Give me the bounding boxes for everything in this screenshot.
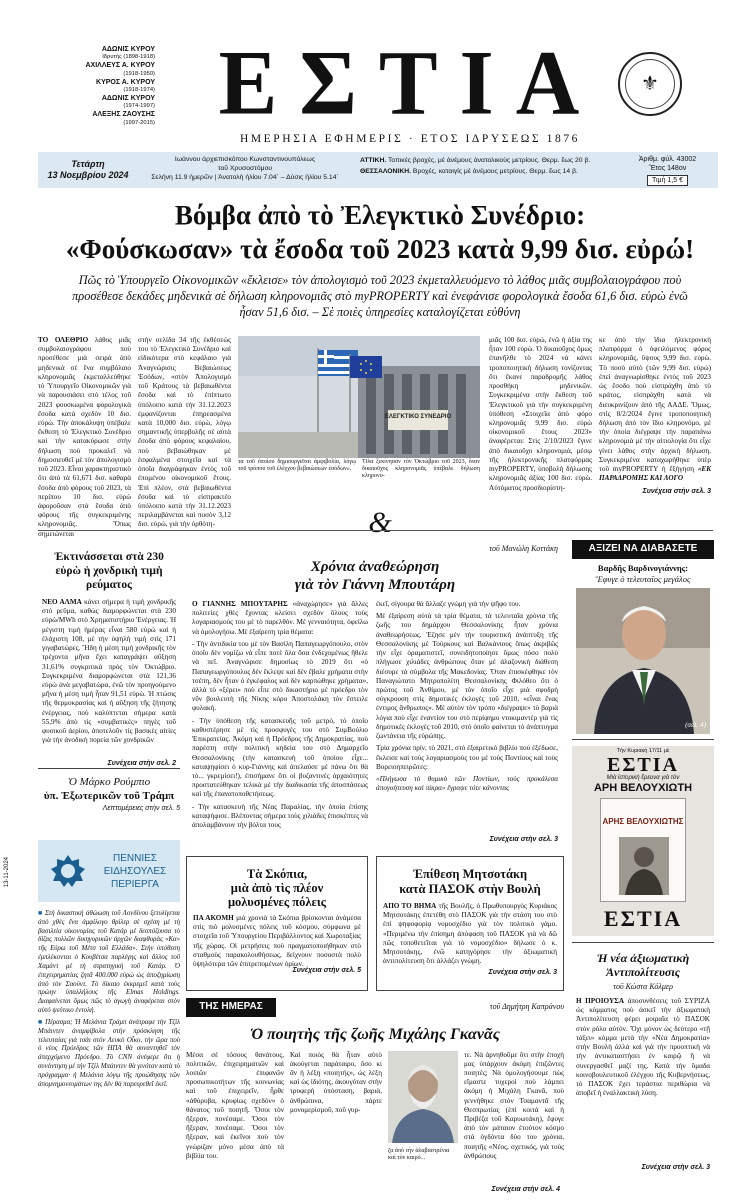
story-text: μιὰ χρονιὰ τὰ Σκόπια βρίσκονται ἀνάμεσα στὶς πιὸ μολυσμένες πόλεις τοῦ κόσμου, σύμφωνα μὲ στοιχεῖα τοῦ Ὑπουργείου Περιβάλλοντος καὶ Χωροταξίας τῆς χώρας. Οἱ μετρήσεις ποὺ πραγματοποιήθηκαν στὸ σταθμοὺς παρακολουθήσεως, δείχνουν ποσοστὰ πολὺ ὑψηλότερα τῶν ἐπιτρεπομένων ὁρίων. — [193, 914, 361, 969]
worth-reading-box — [572, 540, 714, 740]
seal-icon: ⚜ — [618, 52, 682, 116]
story-text: ἐκεῖ, σίγουρα θὰ ἄλλαζε γνώμη γιὰ τὴν ψῆφο του. — [376, 600, 521, 608]
today-col4 — [464, 1051, 564, 1186]
story-text: στὴν σελίδα 34 τῆς ἐκθέσεώς του τὸ Ἐλεγκτικὸ Συνέδριο καὶ εἰδικότερα στὸ κεφάλαιο γιὰ Ἀναγνώρισις Βεβαιώσεως Ἐσόδων, «στὸν Ἀπολογισμὸ τοῦ Κράτους τὰ βεβαιωθέντα ἔσοδα καὶ τὸ ἐπίπτωτο ὑπόλοιπο κατὰ τὴν 31.12.2023 ἐμφανίζονται ἐπηρεασμένα κατὰ 10,000 δισ. εὐρὼ, λόγῳ σημαντικῆς ὑπερβολῆς σὲ αὐτὰ ἔσοδα ἀπὸ φόρους κεφαλαίου, ποὺ βεβαιώθηκαν μὲ ἐσφαλμένα στοιχεῖα καὶ τὰ ὁποῖα διαγράφηκαν ἐντὸς τοῦ ἐπομένου οἰκονομικοῦ ἔτους. Ἐπὶ πλέον, στὰ βεβαιωθέντα ἔσοδα καὶ τὸ εἰσπρακτέο ὑπόλοιπο κατὰ τὴν 31.12.2023 περιλαμβάνεται καὶ ποσὸν 3,12 δισ. εὐρὼ, γιὰ τὴν ὀρθότη- — [138, 336, 231, 529]
caption-text: Ὅλα ξεκίνησαν τὸν Ὀκτώβριο τοῦ 2023, ὅταν δικαιοῦχος κληρονομιᾶς ὑπέβαλε δήλωση κληρονο- — [362, 459, 480, 480]
energy-body — [38, 598, 180, 758]
founder-years: (1918-1974) — [123, 87, 155, 94]
title-line: Χρόνια ἀναθεώρηση — [310, 559, 440, 575]
founders-list — [40, 46, 155, 128]
pennies-banner-text — [92, 852, 178, 891]
weather-text: Τοπικές βροχές, μὲ ἀνέμους ἀνατολικοὺς μετρίους. Θερμ. ἕως 20 β. — [388, 157, 591, 164]
founder-name: ΑΧΙΛΛΕΥΣ Α. ΚΥΡΟΥ — [85, 62, 155, 70]
rubio-continue-link[interactable]: Λεπτομέρειες στὴν σελ. 5 — [102, 805, 180, 812]
opposition-body — [572, 992, 714, 1162]
weather-place: ΘΕΣΣΑΛΟΝΙΚΗ. — [360, 167, 412, 175]
page-ref: (σελ. 4) — [685, 721, 706, 730]
rubio-title-1[interactable]: Ὁ Μάρκο Ρούμπιο — [67, 776, 151, 788]
skopje-body — [187, 909, 367, 969]
title-line: Ἡ νέα ἀξιωματικὴ — [596, 951, 690, 965]
founder-years: Ιδρυτής (1898-1918) — [102, 54, 155, 61]
title-line: Τὰ Σκόπια, — [246, 867, 308, 881]
banner-line: ΠΕΡΙΕΡΓΑ — [111, 879, 159, 890]
story-text: «ΕΚ ΠΑΡΑΔΡΟΜΗΣ ΚΑΙ ΛΟΓΟ — [599, 465, 712, 483]
sheet-number: Ἀριθμ. φύλ. 43002 — [638, 156, 697, 163]
photo-sign-text: ΕΛΕΓΚΤΙΚΟ ΣΥΝΕΔΡΙΟ — [384, 414, 452, 420]
promo-tag: Τὴν Κυριακή 17/11 μὲ — [616, 748, 670, 754]
boutaris-continue-link[interactable]: Συνέχεια στὴν σελ. 3 — [489, 836, 558, 843]
today-author: τοῦ Δημήτρη Καπράνου — [489, 1002, 564, 1012]
today-title[interactable]: Ὁ ποιητὴς τῆς ζωῆς Μιχάλης Γκανᾶς — [250, 1025, 500, 1043]
opposition-article — [572, 942, 714, 1194]
info-bar — [38, 152, 718, 188]
issue-day: Τετάρτη — [71, 158, 105, 169]
founder-years: (1997-2015) — [123, 119, 155, 126]
boutaris-col1 — [192, 600, 368, 834]
story-text: τε. Νὰ ἀρνηθοῦμε ὅτι στὴν ἐποχὴ μας ὑπάρχουν ἀκόμη ἐπιζῶντες ποιητές; Νὰ ὁμολογήσουμε πὼς εἴμαστε τυχεροὶ ποὺ λάμπει ἀκόμη ἡ Μιχάλη Γκανᾶ, ποὺ γεννήθηκε στὸν Τσαμαντᾶ τῆς Θεσπρωτίας (ἑπὶ κοιτὰ καὶ ἡ Πριβέζα τοῦ Καρυωτάκη), ἔφυγε ἀπὸ τὸν μάταιον ἐτούτον κόσμο στὰ ὀγδόντα δύο του χρόνια, ποιητῆς «Νέος, σχετικός, γιὰ τοὺς ἀνθρώπους — [464, 1050, 564, 1160]
stamp-icon — [50, 854, 86, 888]
mitsotakis-article — [376, 856, 564, 991]
title-line: κατὰ ΠΑΣΟΚ στὴν Βουλὴ — [399, 882, 541, 896]
title-line: μιὰ ἀπὸ τὶς πλέον — [230, 881, 324, 895]
story-text: «Πλήγωσα τὸ θυμικὸ τῶν Ποντίων, τοὺς προκάλεσα ἀπογοήτευση καὶ πίκρα» ἔγραψε τότε κάνοντας — [376, 774, 558, 793]
dropcap-lead: ΠΑ ΑΚΟΜΗ — [193, 914, 234, 922]
title-line: γιὰ τὸν Γιάννη Μπουτάρη — [294, 577, 456, 593]
opposition-author: τοῦ Κώστα Κόλμερ — [613, 982, 673, 991]
mitsotakis-continue-link[interactable]: Συνέχεια στὴν σελ. 3 — [488, 969, 557, 976]
promo-name: ΑΡΗ ΒΕΛΟΥΧΙΩΤΗ — [593, 782, 693, 795]
founder-name: ΑΔΩΝΙΣ ΚΥΡΟΥ — [101, 95, 155, 103]
headline-line: Βόμβα ἀπὸ τὸ Ἐλεγκτικὸ Συνέδριο: — [174, 200, 586, 230]
dropcap-lead: ΑΠΟ ΤΟ ΒΗΜΑ — [383, 902, 437, 910]
promo-bottom-logo: ΕΣΤΙΑ — [603, 906, 683, 931]
side-date: 13-11-2024 — [4, 857, 10, 888]
promo-logo: ΕΣΤΙΑ — [607, 753, 679, 776]
story-text: ἀποσυνθέσεις τοῦ ΣΥΡΙΖΑ ὡς κόμματος ποὺ ἀσκεῖ τὴν ἀξιωματικὴ Ἀντιπολίτευση φέρει μοιραῖα τὸ ΠΑΣΟΚ στὸν ρόλο αὐτόν. Ὅχι μόνον ὡς δεύτερο «τῇ τάξει» κόμμα μετὰ τὴν «Νέα Δημοκρατία» στὴν Βουλὴ ἀλλὰ καὶ γιὰ τὴν προοπτικὴ νὰ τὴν ἀντικαταστήσει ἐν καιρῷ ἢ νὰ συνεργασθεῖ μαζί της. Κατὰ τὴν ὅμαδα κοινοβουλευτικοῦ ἐλέγχου τῆς Κυβερνήσεως, τὸ ΠΑΣΟΚ ἔχει τεράστια περιθώρια νὰ ἀποβεῖ ἡ ἐναλλακτικὴ λύση. — [576, 997, 710, 1098]
year-number: Ἔτος 148ον — [648, 165, 687, 173]
story-text: Μέσα σὲ τόσους θανάτους, πολιτικῶν, ἐπιχειρηματιῶν καὶ λοιπῶν ἐπιφανῶν προσωπικοτήτων τῆς κοινωνίας καὶ τοῦ ἐπιχειρεῖν, ἦρθε «ἀθόρυβα, κρυφίως σχεδόν» ὁ θάνατος τοῦ ποιητῆ. Ὅσοι τὸν ἤξεραν, πονέσαμε. Ὅσοι τὸν ἤξεραν, πονέσαμε. Ὅσοι τὸν ἤξεραν, καὶ ἐκεῖνοι ποὺ τὸν γνώριζαν μόνο μέσα ἀπὸ τὰ βιβλία του. — [186, 1050, 284, 1160]
story-text: κάνει σήμερα ἡ τιμὴ χονδρικῆς στὸ ρεῦμα, καθὼς διαμορφώνεται στὰ 230 εὐρὼ/MWh στὸ Χρηματιστήριο Ἐνέργειας. Ἡ μέγιστη τιμὴ ἡμέρας εἶναι 580 εὐρὼ καὶ ἡ ἐλάχιστη 108, μὲ τὴν ὑψηλὴ τιμὴ στὶς 171 γιγαβατώρες. Ἤδη ἡ μέση τιμὴ χονδρικῆς τὸν τρέχοντα μῆνα ἔχει καταγράψει αὔξηση 31,61% συγκριτικὰ πρὸς τὸν Ὀκτώβριο. Συγκεκριμένα διαμορφώνεται στὰ 121,36 εὐρὼ ἀνὰ μεγαβατώρα, ἐνῶ τὸν προηγούμενο μῆνα ἡ μέση τιμὴ ἦταν 91,51 εὐρὼ. Ἡ πτώσις τῆς θερμοκρασίας καὶ ἡ αὔξηση τῆς ζήτησης ἐνέργειας, ποὺ καλύπτεται σήμερα κατὰ 55,9% ἀπὸ τὶς «συμβατικές» πηγὲς τοῦ φυσικοῦ ἀερίου, ἀποτελοῦν τὶς βασικὲς αἰτίες γιὰ τὴν ἀνοδικὴ πορεία τῶν χονδρικῶν — [42, 598, 177, 745]
issue-number — [620, 155, 715, 186]
today-col2 — [290, 1051, 382, 1186]
main-headline[interactable] — [30, 198, 730, 266]
rubio-article — [38, 776, 180, 814]
skopje-continue-link[interactable]: Συνέχεια στὴν σελ. 5 — [292, 967, 361, 974]
energy-continue-link[interactable]: Συνέχεια στὴν σελ. 2 — [107, 760, 176, 767]
promo-line: Μιὰ ἱστορικὴ ἔρευνα γιὰ τὸν — [606, 774, 680, 781]
quote-name: Βαρδῆς Βαρδινογιάννης: — [597, 562, 689, 573]
boutaris-columns — [186, 594, 564, 834]
book-cover — [600, 798, 686, 902]
issue-date-text: 13 Νοεμβρίου 2024 — [47, 170, 129, 180]
main-story-col4 — [599, 336, 711, 488]
pennies-column: ■ Στὴ δικαστικὴ ἀθώωση τοῦ Λονδίνου ξετυλίγεται ἀπὸ χθὲς ἕνα ἀμφίλογο θρίλερ σὲ σχέση μὲ τὴ βασιλεία οἰκονομίας τοῦ Κατάρ μὲ δεσπόζουσα τὸ δίζας πολλῶν δικηγορικῶν ἀρχῶν διαφθοράς «Κα» τῆς Εὐρω τοῦ Μέτσ τοῦ Ελλάδα». Στὴν ὑπόθεση ἐμπλέκονται ὁ Κουβέτσα παρλέγης καὶ ἄλλος τοῦ Χαμάντ μὲ τὴ στρατηγικὴ τοῦ Κατάρ. Ὁ ἐπιχειρηματίας ζητᾶ 400.000 εὐρὼ ὡς ἀποζημίωση ἀπὸ τὸν Σαούντ. Τὸ δίκαιο ἐκκρεμεῖ κατὰ τοὺς πρώην ὑπαλλήλους τῆς Elmas Holdings. Διαφαίνεται ὅμως πῶς τὸ ἀγωγὴ ἀναφέρεται στὸν αὐτὸ ψεύτικο ἐντολὴ. ■ Πέρασμα; Ἡ Μελάνια Τράμπ ἀνάτραφε τὴν Τζίλ Μπάιντεν ἀναμφίβολα στὴν πρόσκληση τῆς τελευταίας γιὰ τσάι στὸν Λευκὸ Οἶκο, τὴν ὥρα ποὺ ὁ νέος Πρόεδρος τῶν ΗΠΑ θὰ συναντηθεῖ τὸν ἀπερχόμενο Πρόεδρο. Τὸ CNN ἀνέφερε ὅτι ἡ συνάντηση μὲ τὴν Τζίλ Μπάιντεν θὰ γινόταν κατὰ τὸ πρόγραμμα· ἡ Μελάνια λόγῳ τῆς προώθησης τῶν ἀπομνημονευμάτων της δὲν θὰ παρευρεθεῖ ἐκεῖ. — [38, 910, 181, 1088]
boutaris-author: τοῦ Μανώλη Κοττάκη — [489, 544, 558, 553]
calendar-line: Σελήνη 11.9 ἡμερῶν | Ἀνατολὴ ἡλίου 7.04΄ – Δύσις ἡλίου 5.14΄ — [151, 174, 339, 182]
mitsotakis-title[interactable] — [377, 867, 563, 897]
main-continue-link[interactable]: Συνέχεια στὴν σελ. 3 — [642, 488, 711, 495]
today-col1 — [186, 1051, 284, 1186]
title-line: μολυσμένες πόλεις — [227, 895, 327, 909]
poet-portrait — [388, 1051, 458, 1143]
worth-quote[interactable] — [572, 563, 714, 585]
dropcap-lead: Η ΠΡΟΙΟΥΣΑ — [576, 997, 625, 1005]
price-tag: Τιμὴ 1,5 € — [647, 175, 688, 186]
quote-text: Ἔφυγε ὁ τελευταῖος μεγάλος — [595, 573, 691, 584]
boutaris-article — [186, 540, 564, 847]
masthead-subtitle: ΗΜΕΡΗΣΙΑ ΕΦΗΜΕΡΙΣ · ΕΤΟΣ ΙΔΡΥΣΕΩΣ 1876 — [239, 133, 581, 145]
story-text: Μὲ ἐξαίρεση αὐτὰ τὰ τρία θέματα, τὰ τελευταῖα χρόνια τῆς ζωῆς του δημάρχου Θεσσαλονίκης ἦταν χρόνια ἀναθεωρήσεως. Ἐζησε μὲν τὴν τουριστικὴ ἀνάπτυξη τῆς Θεσσαλονίκης μὲ Τούρκους καὶ Βαλκάνιους ὅπως ἀκριβῶς τὴν εἶχε ὁραματιστεῖ, συνειδητοποίησε ὅμως πόσο πολὺ πλήγωσε χιλιάδες ἀνθρώπους ὅταν μὲ ἀλαζονικὴ διάθεση διέσυρε τὰ σύμβολα τῆς Μακεδονίας. Ὅταν ἐπισκέφθηκε τὸν Παναγιώτατο Μητροπολίτη Θεσσαλονίκης Φιλόθεο ὅτι ὁ πρώτος τοῦ Ἀνθίμου, μὲ τὸν ὁποῖο εἶχε μιὰ σφοδρὴ σύγκρουση στὶς δημοτικὲς ἐκλογὲς τοῦ 2010, «εἶναι ἕνας ἐντιμος ἄνθρωπος». Μὲ αὐτὸν τὸν τρόπο «διέγραψε» τὸ βαριὰ λόγια ποὺ εἶχε ἐναντίον του στὸ περίφημο ντοκιμαντὲρ γιὰ τὶς δημοτικὲς ἐκλογὲς τοῦ 2010, στὸ ὁποῖο φαίνεται τὸ ἀνάπτυγμα ζωντάνεια τῆς εὐρώπης. — [376, 612, 558, 741]
boutaris-col2 — [376, 600, 558, 834]
today-continue-link[interactable]: Συνέχεια στὴν σελ. 4 — [491, 1185, 560, 1193]
founder-name: ΑΛΕΞΗΣ ΖΑΟΥΣΗΣ — [92, 111, 155, 119]
dropcap-lead: Ο ΓΙΑΝΝΗΣ ΜΠΟΥΤΑΡΗΣ — [192, 600, 288, 608]
story-text: μιᾶς 100 δισ. εὐρὼ, ἐνῶ ἡ ἀξία της ἦταν 100 εὐρὼ. Ὁ δικαιοῦχος ὅμως ἐπανῆλθε τὸ 2024 νὰ κάνει τροποποιητικὴ δήλωση τονίζοντας ὅτι ἔκανε παραδρομῆς λάθος προσθήκη μηδενικῶν. Συγκεκριμένα στὴν ἔκθεση τοῦ Ἐλεγκτικοῦ γιὰ τὴν συγκεκριμένη ὑπόθεση «Στοιχεῖα ἀπὸ φόρο κληρονομιᾶς 9,99 δισ. εὐρὼ οἰκονομικοῦ ἔτους 2023» ἀναφέρεται: Στὶς 2/10/2023 ἔγινε ἀπὸ δικαιοῦχο κληρονομιὰ, μέσῳ τῆς ἠλεκτρονικῆς πλατφόρμας myPROPERTY, ὑποβολὴ δήλωσης κληρονομιᾶς ἀξίας 100 δισ. εὐρὼ. Αὐτόματος προσδιορίστη- — [489, 336, 592, 492]
book-portrait-icon — [619, 837, 669, 895]
today-article — [186, 998, 564, 1194]
masthead-logo: ΕΣΤΙΑ — [218, 32, 602, 135]
photo-caption — [238, 459, 480, 481]
book-promo[interactable] — [572, 746, 714, 936]
headline-line: «Φούσκωσαν» τὰ ἔσοδα τοῦ 2023 κατὰ 9,99 δισ. εὐρώ! — [65, 234, 695, 264]
mitsotakis-body — [377, 897, 563, 967]
rubio-title-2[interactable]: ὑπ. Ἐξωτερικῶν τοῦ Τράμπ — [43, 790, 175, 802]
founder-years: (1974-1997) — [123, 103, 155, 110]
founder-name: ΑΔΩΝΙΣ ΚΥΡΟΥ — [101, 46, 155, 53]
story-text: - Τὴν ἀντιδικία του μὲ τὸν Βασίλη Παπαγεωργόπουλο, στὸν ὁποῖο δὲν νομίζω νὰ εἶπε ποτὲ ὅλα ὅσα ἐνδεχομένως ἤθελε νὰ πεῖ. Ἀναγνώρισε δημοσίως τὸ 2019 ὅτι «ὁ Παπαγεωργόπουλος δὲν ἔκλεψε καὶ δὲν ἔβαλε χρήματα στὴν τσέπη, δὲν ἦταν ὁ ἐγκέφαλος καὶ δὲν καρπώθηκε χρήματα», ἀλλὰ τὸ «ξέρει» ποὺ εἶπε στὸ δικαστήριο μὲ πρόεδρο τὸν νῦν βουλευτὴ τῆς Νίκης κόρο Ἀποστολάκη τὸν ἔστειλε φυλακή. — [192, 639, 368, 713]
founder-years: (1918-1950) — [123, 70, 155, 77]
story-text: Καὶ ποιὸς θὰ ἦταν αὐτὸ ἀκούγεται παράταιρο, ὅσο κι ἂν ἡ λέξη «ποιητής», ὡς λέξη καὶ ὡς ἰδιότης, ἀκουγόταν στὴν τρυφερὴ ὑπόσταση, βαριὰ, ἀνθρώπινα, πάρτε μονομερίσμοῦ, ποῦ γυρ- — [290, 1050, 382, 1114]
worth-reading-label: ΑΞΙΖΕΙ ΝΑ ΔΙΑΒΑΣΕΤΕ — [572, 540, 714, 559]
pennies-banner — [38, 840, 180, 902]
boutaris-title[interactable] — [186, 558, 564, 594]
story-text: λάθος μιᾶς συμβολαιογράφου ποὺ προσέθεσε μιὰ σειρὰ ἀπὸ μηδενικὰ σὲ ἕνα συμβόλαιο κληρονομιᾶς ἐκμεταλλεύθηκε τὸ Ὑπουργεῖο Οἰκονομικῶν γιὰ νὰ παρουσιάσει στὸ τέλος τοῦ 2023 φουσκωμένα φορολογικὰ ἔσοδα κατὰ σχεδὸν 10 δισ. εὐρώ. Τὴν ἀποκάλυψη ὑπέβαλε ἔκθεση τὸ Ἐλεγκτικὸ Συνέδριο καὶ τὴν κατακύρωσε στὴν δήλωση ποὺ προκαλεῖ νὰ δημοσιευθεῖ μὲ τὸν ἀπολογισμὸ τοῦ 2023. Εἶναι χαρακτηριστικὸ ὅτι ἀπὸ τὰ 61,671 δισ. καθαρὰ ἔσοδα ἀπὸ φόρους τοῦ 2023, τὰ περίπου 10 δισ. εὐρὼ ἀφοροῦσαν στὰ ἔσοδα ἀπὸ φόρους τῆς συγκεκριμένης κληρονομιᾶς. Ὅπως σημειώνεται — [38, 336, 131, 538]
dropcap-lead: ΤΟ ΟΛΕΘΡΙΟ — [38, 336, 89, 344]
today-photo-col — [388, 1051, 458, 1186]
main-story-col3 — [489, 336, 592, 496]
skopje-title[interactable] — [187, 867, 367, 909]
story-text: - Τὴν ὑπόθεση τῆς κατασκευῆς τοῦ μετρό, τὸ ὁποῖο καθυστέρησε μὲ τὶς προσφυγὲς του στὸ ΣυμΒούλιο Ἐπικρατείας. Ἀκόμη καὶ ἡ Πρόεδρος τῆς Δημοκρατίας, ποὺ παρέστη στὴν πολιτικὴ κηδεία του στὸ Δημαρχεῖο Θεσσαλονίκης (τὴν κατασκευὴ τοῦ ὁποίου εἶχε... καταψηφίσει ὁ κυρ-Γιάννης καὶ ἀπελαύσε μὲ πάνω ὅτι θὰ τὸ... γκρεμίσει!), ἐπισήμανε ὅτι οἱ βυζαντινὲς ἀρχαιότητες προστατεύθηκαν τελικὰ μὲ τὴν διαδικασία τῆς ἀποσπάσεως καὶ τῆς ἐπανατοποθετήσεως. — [192, 716, 368, 799]
calendar-line: Ιωάννου άρχιεπισκόπου Κωνσταντινουπόλεως — [174, 156, 316, 163]
title-line: Ἐπίθεση Μητσοτάκη — [412, 867, 528, 881]
calendar-line: τοῦ Χρυσοστόμου — [217, 165, 273, 173]
main-story-col2 — [138, 336, 231, 529]
main-lead: Πῶς τὸ Ὑπουργεῖο Οἰκονομικῶν «ἔκλεισε» τὸν ἀπολογισμὸ τοῦ 2023 ἐκμεταλλευόμενο τὸ λάθος μιᾶς συμβολαιογράφου ποὺ προσέθεσε δεκάδες μηδενικὰ σὲ δήλωση κληρονομιᾶς στὸ myPROPERTY καὶ ἐνεφάνισε φορολογικὰ ἔσοδα 61,6 δισ. εὐρὼ ἐνῶ ἦσαν 51,6 δισ. – Σὲ ποιὲς ὑπηρεσίες καταλογίζεται εὐθύνη — [72, 273, 688, 319]
weather-info — [360, 156, 610, 177]
today-columns — [186, 1051, 564, 1186]
opposition-title[interactable] — [572, 951, 714, 979]
title-line: Ἀντιπολίτευσις — [605, 965, 681, 979]
banner-line: ΕΙΔΗΣΟΥΛΕΣ — [103, 866, 167, 877]
today-label: ΤΗΣ ΗΜΕΡΑΣ — [186, 998, 276, 1017]
banner-line: ΠΕΝΝΙΕΣ — [113, 853, 157, 864]
ampersand-divider: & — [368, 506, 392, 539]
caption-text: ζα ἀπὸ τὴν ἀλαβαστρένια καὶ τὸν καιρό... — [388, 1147, 450, 1162]
book-title: ΑΡΗΣ ΒΕΛΟΥΧΙΩΤΗΣ — [602, 817, 684, 826]
court-photo — [238, 336, 480, 458]
main-story-col1 — [38, 336, 131, 538]
energy-article — [38, 544, 180, 769]
penny-item: Πέρασμα; Ἡ Μελάνια Τράμπ ἀνάτραφε τὴν Τζίλ Μπάιντεν ἀναμφίβολα στὴν πρόσκληση τῆς τελευταίας γιὰ τσάι στὸν Λευκὸ Οἶκο, τὴν ὥρα ποὺ ὁ νέος Πρόεδρος τῶν ΗΠΑ θὰ συναντηθεῖ τὸν ἀπερχόμενο Πρόεδρο. Τὸ CNN ἀνέφερε ὅτι ἡ συνάντηση μὲ τὴν Τζίλ Μπάιντεν θὰ γινόταν κατὰ τὸ πρόγραμμα· ἡ Μελάνια λόγῳ τῆς προώθησης τῶν ἀπομνημονευμάτων της δὲν θὰ παρευρεθεῖ ἐκεῖ. — [38, 1018, 181, 1088]
penny-item: Στὴ δικαστικὴ ἀθώωση τοῦ Λονδίνου ξετυλίγεται ἀπὸ χθὲς ἕνα ἀμφίλογο θρίλερ σὲ σχέση μὲ τὴ βασιλεία οἰκονομίας τοῦ Κατάρ μὲ δεσπόζουσα τὸ δίζας πολλῶν δικηγορικῶν ἀρχῶν διαφθοράς «Κα» τῆς Εὐρω τοῦ Μέτσ τοῦ Ελλάδα». Στὴν ὑπόθεση ἐμπλέκονται ὁ Κουβέτσα παρλέγης καὶ ἄλλος τοῦ Χαμάντ μὲ τὴ στρατηγικὴ τοῦ Κατάρ. Ὁ ἐπιχειρηματίας ζητᾶ 400.000 εὐρὼ ὡς ἀποζημίωση ἀπὸ τὸν Σαούντ. Τὸ δίκαιο ἐκκρεμεῖ κατὰ τοὺς πρώην ὑπαλλήλους τῆς Elmas Holdings. Διαφαίνεται ὅμως πῶς τὸ ἀγωγὴ ἀναφέρεται στὸν αὐτὸ ψεύτικο ἐντολὴ. — [38, 910, 180, 1015]
opposition-continue-link[interactable]: Συνέχεια στὴν σελ. 3 — [641, 1164, 710, 1171]
dropcap-lead: ΝΕΟ ΑΛΜΑ — [42, 598, 82, 606]
portrait-image — [576, 588, 710, 734]
issue-date — [38, 152, 138, 188]
divider — [38, 530, 713, 531]
masthead — [170, 32, 650, 146]
story-text: Τρία χρόνια πρίν, τὸ 2021, στὸ ἐξαιρετικὸ βιβλίο ποὺ ἐξέδωσε, ἔκλεισε καὶ τοὺς λογαριασμούς του μὲ τοὺς Ποντίους καὶ τοὺς Βορειοηπειρῶτες: — [376, 744, 558, 771]
calendar-info — [140, 155, 350, 183]
story-text: κε ἀπὸ τὴν ἴδια ἠλεκτρονικὴ πλατφόρμα ὁ ὀφειλόμενος φόρος κληρονομιᾶς, ὕψους 9,99 δισ. εὐρὼ. Τὸ ποσὸ αὐτὸ (τῶν 9,99 δισ. εὐρὼ) ἐπεὶ ἀναγνωρίσθηκε ἐντὸς τοῦ 2023 ὡς ἔσοδο ποὺ εἰσπράχθη ἀπὸ τὸ κράτος, εἰσπράχθη κατὰ νὰ διευκρινίζουν ἀπὸ τῆς ΑΑΔΕ. Ὅμως, στὶς 8/2/2024 ἔγινε τροποποιητικὴ δήλωση ἀπὸ τὸν ἴδιο κληρονόμο, μὲ τὴν ὁποία διέγραψε τὴν παραπάνω κληρονομιὰ μὲ τὴν αἰτιολογία ὅτι εἶχε γίνει λάθος στὴν ἀρχικὴ δήλωση. Συγκεκριμένα καταχωρήθηκε ὑπὲρ τοῦ myPROPERTY ἡ ἔξήγηση — [599, 336, 711, 474]
founder-name: ΚΥΡΟΣ Α. ΚΥΡΟΥ — [96, 78, 155, 86]
weather-place: ΑΤΤΙΚΗ. — [360, 157, 387, 164]
caption-text: τα τοῦ ὁποίου δημιουργεῖται ἀμφιβολία, λόγῳ τοῦ τρόπου τοῦ ἐλέγχου βεβαιώσεων ἐσόδων». — [238, 459, 356, 473]
story-text: «ἀναχώρησε» γιὰ ἄλλες πολιτείες χθὲς ἔχοντας κλείσει σχεδὸν ὅλους τοὺς λογαριασμούς του μὲ τὸ παρελθόν. Μὲ γενναιότητα, ὀφείλω νὰ ὁμολογήσω. Μὲ ἐξαίρεση τρία θέματα: — [192, 600, 368, 636]
story-text: τῆς Βουλῆς, ὁ Πρωθυπουργὸς Κυριάκος Μητσοτάκης ἐπετέθη στὸ ΠΑΣΟΚ γιὰ τὴν στάση του στὸ ἐπὶ ψηφοφορίᾳ νομοσχέδιο γιὰ τὸν πολιτικὸ γάμο. «Περιμένω τὴν ἐπίσημη ἀπόφαση τοῦ ΠΑΣΟΚ γιὰ νὰ δῶ πῶς τοποθετεῖται γιὰ τὸ νομοσχέδιο» δήλωσε ὁ κ. Μητσοτάκης, ἐνῶ κατηγόρησε τὴν ἀξιωματικὴ ἀντιπολίτευση ὅτι ἀλλάζει γνώμη. — [383, 902, 558, 966]
weather-text: Βροχές, καταιγίς μὲ ἀνέμους μετρίους. Θερμ. ἕως 14 β. — [412, 167, 578, 175]
skopje-article — [186, 856, 368, 991]
story-text: - Τὴν κατασκευὴ τῆς Νέας Παραλίας, τὴν ὁποία ἐπίσης καταψήφισε. Βλέποντας σήμερα τοὺς χιλιάδες ἐπισκέπτες νὰ ἀπολαμβάνουν τὴν βόλτα τους — [192, 802, 368, 830]
energy-title[interactable]: Ἐκτινάσσεται στὰ 230 εὐρὼ ἡ χονδρικὴ τιμὴ ρεύματος — [54, 551, 164, 591]
